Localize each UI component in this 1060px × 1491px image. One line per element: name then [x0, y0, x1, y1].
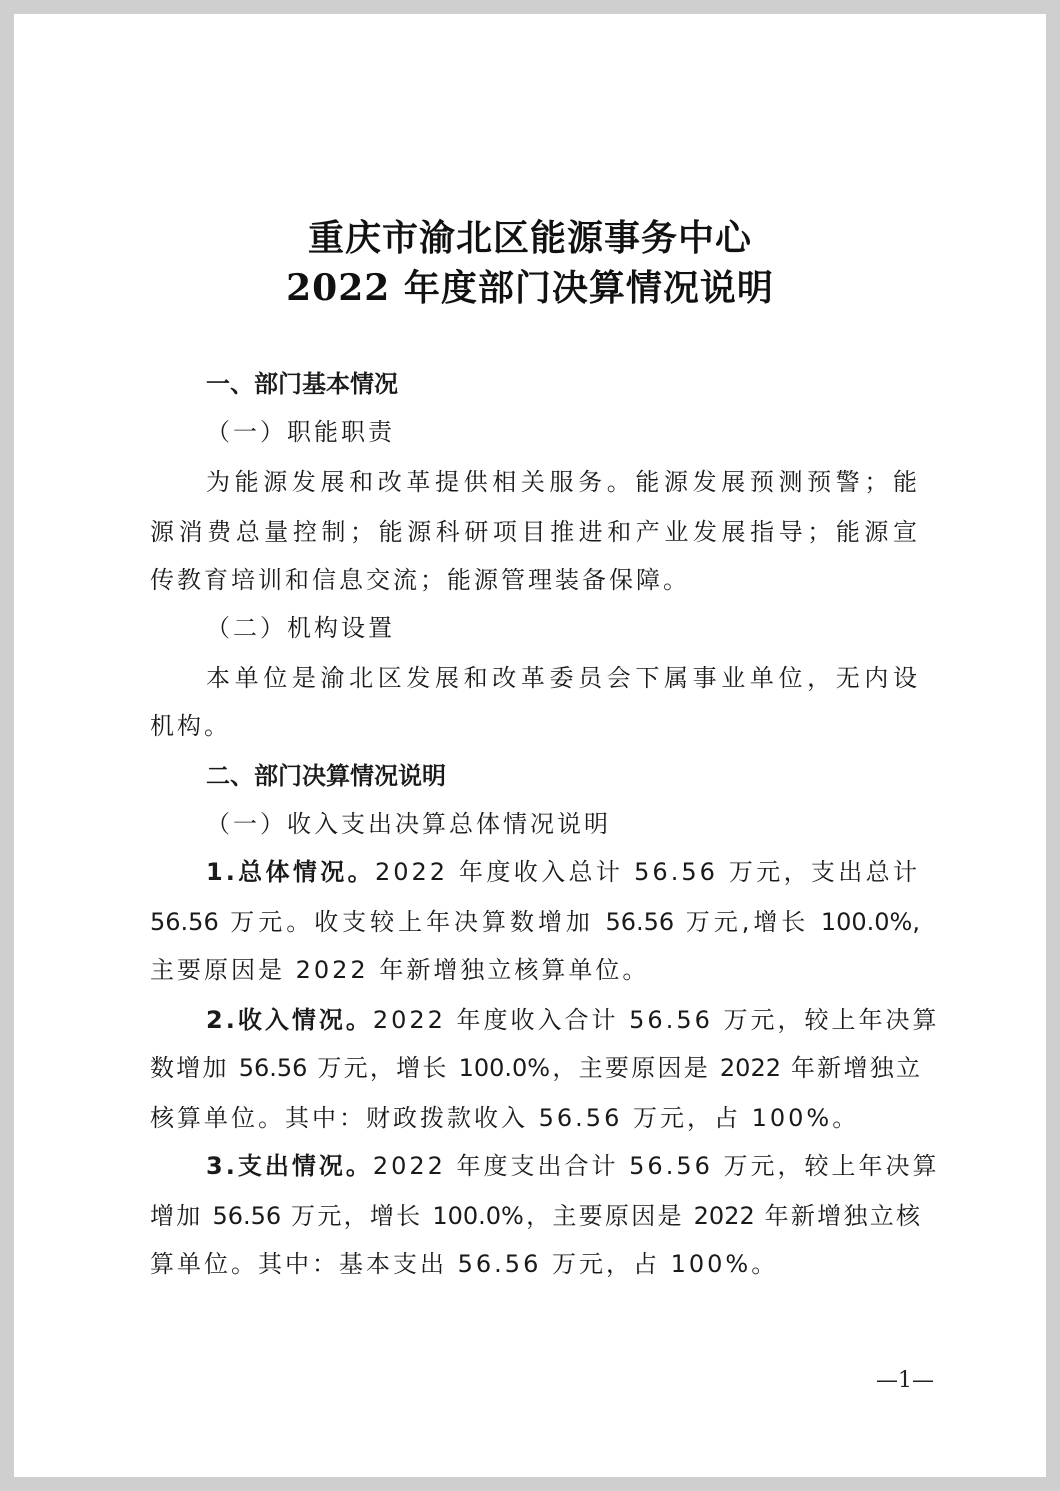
section-heading-2: 二、部门决算情况说明	[206, 762, 446, 790]
document-title-line2: 2022 年度部门决算情况说明	[286, 267, 774, 309]
subsection-heading-structure: （二）机构设置	[206, 614, 395, 642]
duties-line-2: 源消费总量控制；能源科研项目推进和产业发展指导；能源宣	[150, 518, 920, 546]
overall-line-2: 56.56 万元。收支较上年决算数增加 56.56 万元,增长 100.0%,	[150, 908, 920, 936]
document-page	[14, 14, 1046, 1477]
overall-line-1	[206, 856, 920, 888]
section-heading-1: 一、部门基本情况	[206, 370, 398, 398]
expense-line-2: 增加 56.56 万元，增长 100.0%，主要原因是 2022 年新增独立核	[150, 1202, 920, 1230]
expense-line-1	[206, 1150, 940, 1182]
duties-line-1: 为能源发展和改革提供相关服务。能源发展预测预警；能	[206, 468, 920, 496]
income-line-1-text: 2022 年度收入合计 56.56 万元，较上年决算	[372, 1006, 940, 1034]
income-line-3: 核算单位。其中：财政拨款收入 56.56 万元，占 100%。	[150, 1104, 860, 1132]
expense-line-3: 算单位。其中：基本支出 56.56 万元，占 100%。	[150, 1250, 779, 1278]
overall-lead: 1.总体情况。	[206, 858, 375, 886]
overall-line-1-text: 2022 年度收入总计 56.56 万元，支出总计	[374, 858, 920, 886]
document-title-line1: 重庆市渝北区能源事务中心	[307, 217, 752, 259]
overall-line-3: 主要原因是 2022 年新增独立核算单位。	[150, 956, 650, 984]
expense-line-1-text: 2022 年度支出合计 56.56 万元，较上年决算	[372, 1152, 940, 1180]
income-line-1	[206, 1004, 940, 1036]
subsection-heading-overview: （一）收入支出决算总体情况说明	[206, 810, 611, 838]
page-number: —1—	[876, 1368, 934, 1393]
duties-line-3: 传教育培训和信息交流；能源管理装备保障。	[150, 566, 690, 594]
subsection-heading-duties: （一）职能职责	[206, 418, 395, 446]
structure-line-2: 机构。	[150, 712, 231, 740]
income-lead: 2.收入情况。	[206, 1006, 373, 1034]
expense-lead: 3.支出情况。	[206, 1152, 373, 1180]
structure-line-1: 本单位是渝北区发展和改革委员会下属事业单位，无内设	[206, 664, 920, 692]
income-line-2: 数增加 56.56 万元，增长 100.0%，主要原因是 2022 年新增独立	[150, 1054, 920, 1082]
